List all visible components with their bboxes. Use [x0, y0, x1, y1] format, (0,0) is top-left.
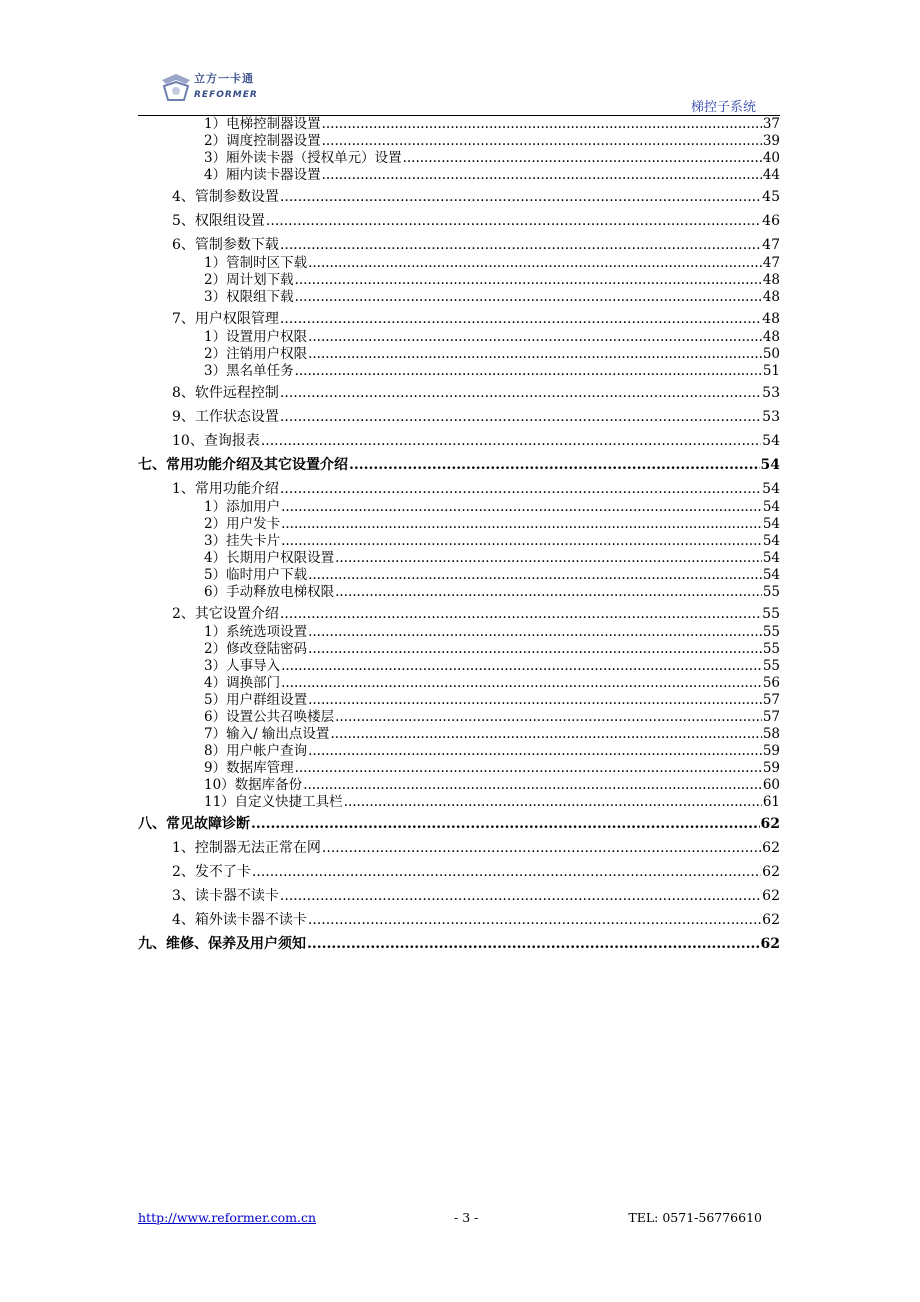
toc-dot-leader	[349, 455, 760, 475]
toc-entry-title: 10、查询报表	[172, 433, 260, 449]
toc-entry-title: 11）自定义快捷工具栏	[204, 794, 343, 810]
toc-page-number: 53	[762, 409, 780, 425]
toc-entry-title: 4、箱外读卡器不读卡	[172, 912, 307, 928]
toc-page-number: 54	[760, 457, 780, 473]
header-title: 梯控子系统	[690, 100, 756, 115]
toc-entry-title: 3）黑名单任务	[204, 363, 294, 379]
toc-page-number: 45	[762, 189, 780, 205]
toc-page-number: 48	[762, 289, 780, 305]
toc-dot-leader	[281, 499, 762, 516]
toc-dot-leader	[330, 726, 761, 743]
toc-entry-title: 10）数据库备份	[204, 777, 303, 793]
toc-dot-leader	[281, 516, 762, 533]
toc-page-number: 55	[762, 658, 780, 674]
toc-entry-title: 6）设置公共召唤楼层	[204, 709, 335, 725]
toc-page-number: 62	[762, 912, 780, 928]
toc-section-entry[interactable]	[138, 187, 780, 207]
logo-emblem-icon	[158, 70, 194, 106]
toc-dot-leader	[281, 533, 762, 550]
logo-english-text: REFORMER	[194, 90, 258, 100]
toc-dot-leader	[295, 363, 762, 380]
toc-dot-leader	[280, 604, 761, 624]
toc-dot-leader	[308, 346, 762, 363]
toc-section-entry[interactable]	[138, 479, 780, 499]
company-logo	[158, 70, 268, 110]
toc-entry-title: 9、工作状态设置	[172, 409, 279, 425]
toc-page-number: 62	[760, 816, 780, 832]
toc-dot-leader	[322, 838, 761, 858]
toc-subsection-entry[interactable]	[138, 272, 780, 289]
toc-section-entry[interactable]	[138, 309, 780, 329]
toc-dot-leader	[308, 624, 762, 641]
toc-dot-leader	[307, 934, 760, 954]
toc-subsection-entry[interactable]	[138, 550, 780, 567]
toc-entry-title: 5）临时用户下载	[204, 567, 308, 583]
toc-chapter-entry[interactable]	[138, 455, 780, 475]
toc-chapter-entry[interactable]	[138, 814, 780, 834]
toc-dot-leader	[322, 133, 762, 150]
toc-subsection-entry[interactable]	[138, 329, 780, 346]
toc-section-entry[interactable]	[138, 838, 780, 858]
toc-section-entry[interactable]	[138, 407, 780, 427]
toc-dot-leader	[308, 567, 762, 584]
toc-dot-leader	[308, 910, 761, 930]
toc-page-number: 46	[762, 213, 780, 229]
toc-entry-title: 6）手动释放电梯权限	[204, 584, 335, 600]
toc-entry-title: 3）权限组下载	[204, 289, 294, 305]
toc-subsection-entry[interactable]	[138, 794, 780, 811]
toc-subsection-entry[interactable]	[138, 658, 780, 675]
toc-entry-title: 4、管制参数设置	[172, 189, 279, 205]
page-number: - 3 -	[454, 1210, 479, 1225]
toc-page-number: 59	[762, 760, 780, 776]
toc-entry-title: 1、常用功能介绍	[172, 481, 279, 497]
toc-dot-leader	[281, 675, 762, 692]
toc-page-number: 44	[762, 167, 780, 183]
toc-page-number: 55	[762, 606, 780, 622]
toc-subsection-entry[interactable]	[138, 675, 780, 692]
toc-page-number: 40	[762, 150, 780, 166]
toc-subsection-entry[interactable]	[138, 499, 780, 516]
logo-chinese-text: 立方一卡通	[194, 72, 254, 85]
toc-page-number: 54	[762, 433, 780, 449]
toc-page-number: 48	[762, 329, 780, 345]
toc-dot-leader	[280, 187, 761, 207]
toc-dot-leader	[295, 272, 762, 289]
toc-dot-leader	[335, 709, 762, 726]
toc-page-number: 54	[762, 550, 780, 566]
toc-chapter-entry[interactable]	[138, 934, 780, 954]
toc-subsection-entry[interactable]	[138, 726, 780, 743]
toc-page-number: 56	[762, 675, 780, 691]
toc-entry-title: 2）注销用户权限	[204, 346, 308, 362]
toc-entry-title: 5、权限组设置	[172, 213, 265, 229]
toc-entry-title: 5）用户群组设置	[204, 692, 308, 708]
toc-dot-leader	[308, 641, 762, 658]
toc-subsection-entry[interactable]	[138, 516, 780, 533]
toc-section-entry[interactable]	[138, 886, 780, 906]
toc-page-number: 62	[762, 888, 780, 904]
toc-page-number: 54	[762, 533, 780, 549]
toc-section-entry[interactable]	[138, 235, 780, 255]
toc-subsection-entry[interactable]	[138, 692, 780, 709]
toc-section-entry[interactable]	[138, 211, 780, 231]
toc-page-number: 54	[762, 567, 780, 583]
toc-page-number: 55	[762, 584, 780, 600]
toc-dot-leader	[308, 743, 762, 760]
toc-page-number: 59	[762, 743, 780, 759]
toc-page-number: 48	[762, 272, 780, 288]
toc-dot-leader	[280, 886, 761, 906]
toc-page-number: 53	[762, 385, 780, 401]
toc-page-number: 61	[762, 794, 780, 810]
telephone-number: TEL: 0571-56776610	[628, 1210, 762, 1225]
toc-page-number: 37	[762, 116, 780, 132]
toc-subsection-entry[interactable]	[138, 533, 780, 550]
toc-page-number: 55	[762, 641, 780, 657]
toc-entry-title: 3、读卡器不读卡	[172, 888, 279, 904]
toc-entry-title: 八、常见故障诊断	[138, 816, 250, 832]
toc-subsection-entry[interactable]	[138, 743, 780, 760]
toc-subsection-entry[interactable]	[138, 255, 780, 272]
toc-page-number: 47	[762, 237, 780, 253]
toc-page-number: 55	[762, 624, 780, 640]
toc-entry-title: 1）添加用户	[204, 499, 281, 515]
toc-page-number: 58	[762, 726, 780, 742]
toc-dot-leader	[266, 211, 761, 231]
toc-entry-title: 2）调度控制器设置	[204, 133, 321, 149]
toc-dot-leader	[308, 255, 762, 272]
toc-subsection-entry[interactable]	[138, 363, 780, 380]
page-footer	[138, 1210, 762, 1228]
toc-entry-title: 2）用户发卡	[204, 516, 281, 532]
toc-entry-title: 7、用户权限管理	[172, 311, 279, 327]
toc-dot-leader	[251, 814, 760, 834]
toc-page-number: 39	[762, 133, 780, 149]
toc-page-number: 50	[762, 346, 780, 362]
toc-entry-title: 七、常用功能介绍及其它设置介绍	[138, 457, 348, 473]
toc-dot-leader	[308, 692, 762, 709]
toc-entry-title: 1）系统选项设置	[204, 624, 308, 640]
toc-page-number: 54	[762, 499, 780, 515]
page-header	[138, 60, 780, 116]
toc-page-number: 54	[762, 516, 780, 532]
toc-page-number: 60	[762, 777, 780, 793]
toc-entry-title: 2）周计划下载	[204, 272, 294, 288]
toc-dot-leader	[280, 309, 761, 329]
toc-entry-title: 2、发不了卡	[172, 864, 251, 880]
toc-dot-leader	[281, 658, 762, 675]
toc-subsection-entry[interactable]	[138, 777, 780, 794]
toc-section-entry[interactable]	[138, 431, 780, 451]
toc-subsection-entry[interactable]	[138, 760, 780, 777]
toc-dot-leader	[280, 383, 761, 403]
toc-page-number: 47	[762, 255, 780, 271]
toc-subsection-entry[interactable]	[138, 641, 780, 658]
toc-entry-title: 3）挂失卡片	[204, 533, 281, 549]
toc-section-entry[interactable]	[138, 604, 780, 624]
toc-entry-title: 九、维修、保养及用户须知	[138, 936, 306, 952]
toc-dot-leader	[280, 235, 761, 255]
toc-page-number: 48	[762, 311, 780, 327]
toc-entry-title: 8、软件远程控制	[172, 385, 279, 401]
toc-subsection-entry[interactable]	[138, 167, 780, 184]
toc-entry-title: 3）人事导入	[204, 658, 281, 674]
toc-subsection-entry[interactable]	[138, 584, 780, 601]
toc-entry-title: 1）设置用户权限	[204, 329, 308, 345]
toc-subsection-entry[interactable]	[138, 289, 780, 306]
toc-entry-title: 6、管制参数下载	[172, 237, 279, 253]
toc-dot-leader	[295, 289, 762, 306]
toc-entry-title: 4）调换部门	[204, 675, 281, 691]
toc-dot-leader	[322, 116, 762, 133]
toc-dot-leader	[280, 479, 761, 499]
toc-entry-title: 2）修改登陆密码	[204, 641, 308, 657]
toc-subsection-entry[interactable]	[138, 116, 780, 133]
toc-subsection-entry[interactable]	[138, 150, 780, 167]
toc-entry-title: 8）用户帐户查询	[204, 743, 308, 759]
toc-section-entry[interactable]	[138, 862, 780, 882]
toc-entry-title: 2、其它设置介绍	[172, 606, 279, 622]
toc-entry-title: 1）电梯控制器设置	[204, 116, 321, 132]
toc-entry-title: 9）数据库管理	[204, 760, 294, 776]
toc-dot-leader	[344, 794, 762, 811]
toc-page-number: 51	[762, 363, 780, 379]
toc-page-number: 62	[760, 936, 780, 952]
toc-entry-title: 1、控制器无法正常在网	[172, 840, 321, 856]
toc-page-number: 62	[762, 864, 780, 880]
toc-entry-title: 4）厢内读卡器设置	[204, 167, 321, 183]
toc-page-number: 57	[762, 709, 780, 725]
toc-subsection-entry[interactable]	[138, 567, 780, 584]
website-link[interactable]: http://www.reformer.com.cn	[138, 1210, 317, 1225]
toc-page-number: 57	[762, 692, 780, 708]
toc-subsection-entry[interactable]	[138, 624, 780, 641]
toc-dot-leader	[335, 550, 762, 567]
toc-dot-leader	[308, 329, 762, 346]
toc-dot-leader	[295, 760, 762, 777]
toc-subsection-entry[interactable]	[138, 133, 780, 150]
toc-dot-leader	[335, 584, 762, 601]
toc-dot-leader	[261, 431, 761, 451]
toc-section-entry[interactable]	[138, 910, 780, 930]
toc-subsection-entry[interactable]	[138, 709, 780, 726]
toc-dot-leader	[322, 167, 762, 184]
toc-section-entry[interactable]	[138, 383, 780, 403]
toc-dot-leader	[280, 407, 761, 427]
toc-page-number: 62	[762, 840, 780, 856]
toc-dot-leader	[303, 777, 762, 794]
toc-dot-leader	[403, 150, 762, 167]
toc-subsection-entry[interactable]	[138, 346, 780, 363]
toc-entry-title: 1）管制时区下载	[204, 255, 308, 271]
toc-entry-title: 7）输入/ 输出点设置	[204, 726, 330, 742]
toc-dot-leader	[252, 862, 761, 882]
toc-page-number: 54	[762, 481, 780, 497]
toc-entry-title: 3）厢外读卡器（授权单元）设置	[204, 150, 402, 166]
toc-entry-title: 4）长期用户权限设置	[204, 550, 335, 566]
